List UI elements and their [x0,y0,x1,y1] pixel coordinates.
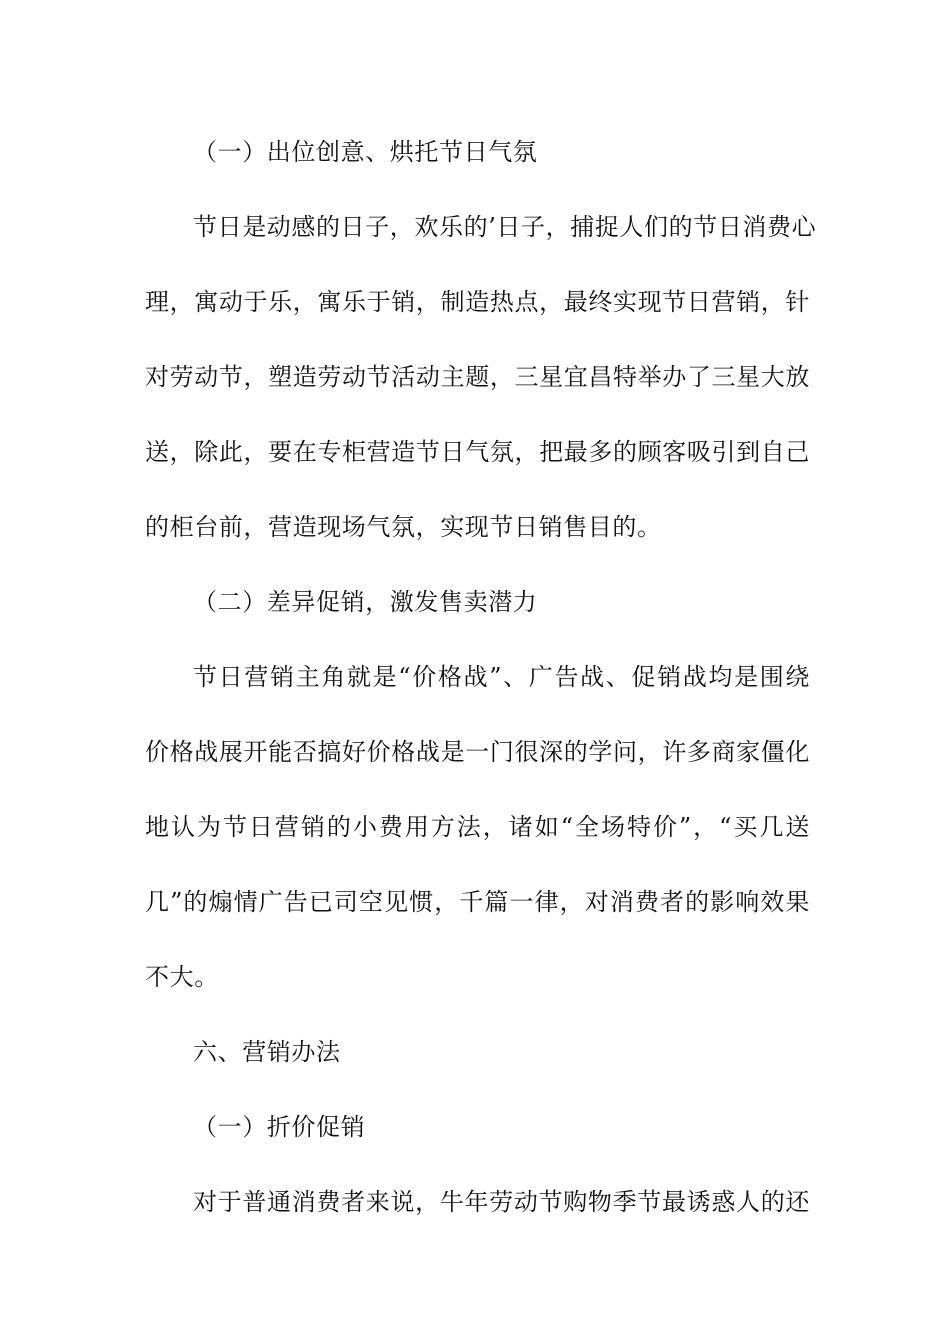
paragraph-line: 送，除此，要在专柜营造节日气氛，把最多的顾客吸引到自己 [145,438,810,466]
paragraph-line: 对于普通消费者来说，牛年劳动节购物季节最诱惑人的还 [193,1188,810,1216]
section-heading: （一）折价促销 [193,1113,366,1141]
paragraph-line: 对劳动节，塑造劳动节活动主题，三星宜昌特举办了三星大放 [145,363,810,391]
paragraph-line: 不大。 [145,963,219,991]
paragraph-line: 节日是动感的日子，欢乐的’日子，捕捉人们的节日消费心 [193,213,817,241]
paragraph-line: 理，寓动于乐，寓乐于销，制造热点，最终实现节日营销，针 [145,288,810,316]
paragraph-line: 节日营销主角就是“价格战”、广告战、促销战均是围绕 [193,663,810,691]
paragraph-line: 几”的煽情广告已司空见惯，千篇一律，对消费者的影响效果 [145,888,810,916]
section-heading: （一）出位创意、烘托节日气氛 [193,138,538,166]
paragraph-line: 价格战展开能否搞好价格战是一门很深的学问，许多商家僵化 [145,738,810,766]
chapter-heading: 六、营销办法 [193,1038,341,1066]
paragraph-line: 地认为节日营销的小费用方法，诸如“全场特价”，“买几送 [145,813,810,841]
section-heading: （二）差异促销，激发售卖潜力 [193,588,538,616]
paragraph-line: 的柜台前，营造现场气氛，实现节日销售目的。 [145,513,662,541]
